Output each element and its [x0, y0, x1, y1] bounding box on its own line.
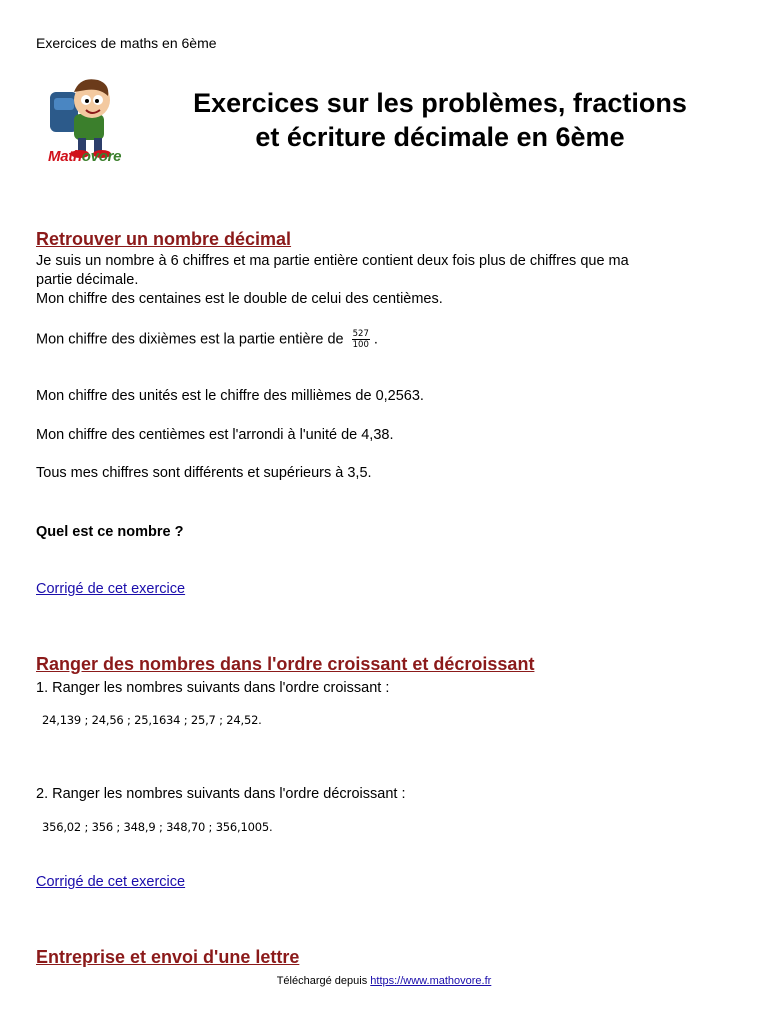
exercise2-list2: 356,02 ; 356 ; 348,9 ; 348,70 ; 356,1005. [42, 820, 273, 834]
footer-link[interactable]: https://www.mathovore.fr [370, 975, 492, 987]
page-title [150, 86, 730, 154]
exercise1-line4 [36, 330, 726, 349]
fraction-denominator: 100 [352, 340, 369, 350]
exercise2-correction-link[interactable]: Corrigé de cet exercice [36, 874, 186, 890]
exercise1-line2: partie décimale. [36, 272, 139, 288]
exercise1-line5: Mon chiffre des unités est le chiffre des millièmes de 0,2563. [36, 388, 424, 404]
exercise1-question: Quel est ce nombre ? [36, 524, 184, 540]
footer [0, 975, 768, 987]
logo-wordmark [48, 148, 121, 165]
exercise1-line1: Je suis un nombre à 6 chiffres et ma partie entière contient deux fois plus de chiffres que ma [36, 253, 629, 269]
exercise2-list1: 24,139 ; 24,56 ; 25,1634 ; 25,7 ; 24,52. [42, 713, 262, 727]
footer-text: Téléchargé depuis [276, 975, 368, 987]
fraction [352, 330, 370, 349]
page-title-line2: et écriture décimale en 6ème [255, 122, 625, 152]
exercise3-heading: Entreprise et envoi d'une lettre [36, 947, 300, 967]
exercise1-line4-end: . [373, 331, 378, 348]
exercise2-item1: 1. Ranger les nombres suivants dans l'ordre croissant : [36, 680, 390, 696]
exercise2-item2: 2. Ranger les nombres suivants dans l'ordre décroissant : [36, 786, 406, 802]
exercise1-line4-text: Mon chiffre des dixièmes est la partie entière de [36, 331, 344, 348]
exercise1-correction-link[interactable]: Corrigé de cet exercice [36, 581, 186, 597]
exercise1-statement [36, 252, 726, 309]
logo-word-suffix: ovore [81, 148, 122, 165]
page-title-line1: Exercices sur les problèmes, fractions [193, 88, 687, 118]
exercise1-line7: Tous mes chiffres sont différents et supérieurs à 3,5. [36, 465, 372, 481]
site-label: Exercices de maths en 6ème [36, 35, 217, 51]
logo-word-prefix: Math [48, 148, 82, 165]
exercise1-line6: Mon chiffre des centièmes est l'arrondi à l'unité de 4,38. [36, 427, 394, 443]
exercise1-heading: Retrouver un nombre décimal [36, 229, 292, 249]
exercise2-heading: Ranger des nombres dans l'ordre croissant et décroissant [36, 654, 535, 674]
fraction-numerator: 527 [352, 329, 369, 339]
exercise1-line3: Mon chiffre des centaines est le double de celui des centièmes. [36, 291, 443, 307]
